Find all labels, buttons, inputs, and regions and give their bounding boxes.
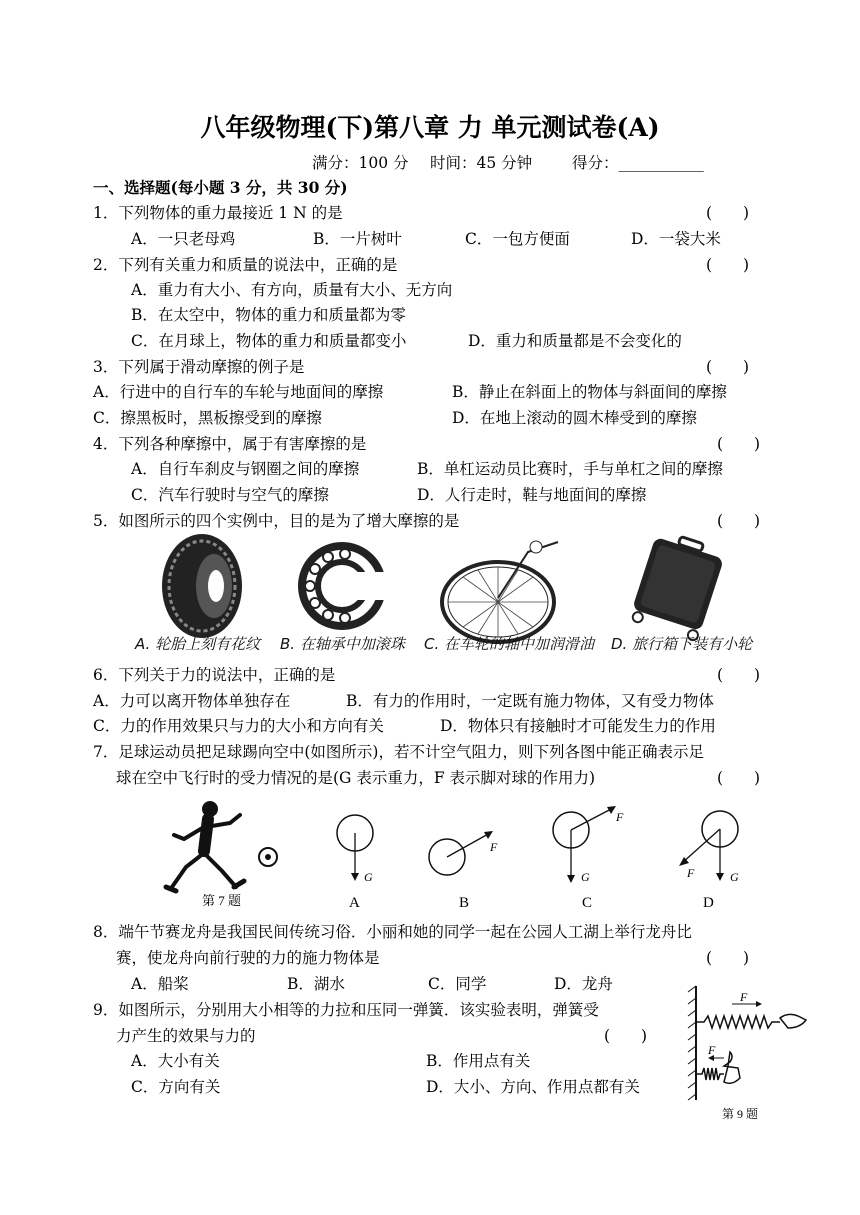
wall-image: [688, 986, 696, 1100]
q1-option-b: B．一片树叶: [313, 230, 402, 248]
q7-diagram-d: [679, 811, 739, 911]
q5-caption-c: C. 在车轮的轴中加润滑油: [424, 635, 595, 653]
q9-option-d: D．大小、方向、作用点都有关: [426, 1078, 640, 1096]
force-label-g: G: [730, 870, 739, 884]
q7-answer-paren: ( ): [717, 769, 761, 787]
bearing-image: [302, 546, 386, 626]
suitcase-image: [629, 530, 727, 642]
q7-option-d-label: D: [703, 895, 714, 911]
q9-option-a: A．大小有关: [131, 1052, 220, 1070]
q9-option-c: C．方向有关: [131, 1078, 221, 1096]
q6-option-c: C．力的作用效果只与力的大小和方向有关: [93, 717, 384, 735]
q4-option-a: A．自行车刹皮与钢圈之间的摩擦: [131, 460, 360, 478]
q6-option-b: B．有力的作用时，一定既有施力物体，又有受力物体: [346, 692, 714, 710]
bicycle-wheel-image: [442, 541, 558, 642]
q3-answer-paren: ( ): [706, 358, 750, 376]
force-label-f: F: [490, 840, 498, 854]
q7-figure-caption: 第 7 题: [202, 893, 242, 908]
force-label-f: F: [616, 810, 624, 824]
force-label-f: F: [708, 1043, 716, 1057]
q1-stem: 1．下列物体的重力最接近 1 N 的是: [93, 204, 343, 222]
force-label-g: G: [581, 870, 590, 884]
q4-stem: 4．下列各种摩擦中，属于有害摩擦的是: [93, 435, 367, 453]
q4-option-c: C．汽车行驶时与空气的摩擦: [131, 486, 329, 504]
q7-diagram-b: [429, 831, 498, 911]
q7-option-b-label: B: [459, 895, 470, 911]
q2-option-c: C．在月球上，物体的重力和质量都变小: [131, 332, 407, 350]
q6-answer-paren: ( ): [717, 666, 761, 684]
force-label-f: F: [687, 866, 695, 880]
q3-option-d: D．在地上滚动的圆木棒受到的摩擦: [452, 409, 697, 427]
q5-caption-b: B. 在轴承中加滚珠: [280, 635, 405, 653]
q4-option-b: B．单杠运动员比赛时，手与单杠之间的摩擦: [417, 460, 723, 478]
q9-spring-figure: [684, 982, 824, 1124]
q1-option-d: D．一袋大米: [631, 230, 721, 248]
q8-stem-line2: 赛，使龙舟向前行驶的力的施力物体是: [116, 949, 380, 967]
q8-option-b: B．湖水: [287, 975, 345, 993]
q5-stem: 5．如图所示的四个实例中，目的是为了增大摩擦的是: [93, 512, 460, 530]
q6-option-d: D．物体只有接触时才可能发生力的作用: [440, 717, 716, 735]
q9-stem-line2: 力产生的效果与力的: [116, 1027, 256, 1045]
q7-stem-line2: 球在空中飞行时的受力情况的是(G 表示重力，F 表示脚对球的作用力): [116, 769, 596, 787]
q7-option-a-label: A: [349, 895, 360, 911]
q3-option-c: C．擦黑板时，黑板擦受到的摩擦: [93, 409, 322, 427]
q9-answer-paren: ( ): [604, 1027, 648, 1045]
q8-option-a: A．船桨: [131, 975, 189, 993]
q5-caption-a: A. 轮胎上刻有花纹: [135, 635, 261, 653]
q1-answer-paren: ( ): [706, 204, 750, 222]
time-limit: 时间：45 分钟: [430, 154, 533, 172]
q9-option-b: B．作用点有关: [426, 1052, 531, 1070]
page-title: 八年级物理(下)第八章 力 单元测试卷(A): [200, 113, 660, 142]
compressed-spring-image: [696, 1043, 740, 1083]
full-score: 满分：100 分: [312, 154, 409, 172]
q2-option-b: B．在太空中，物体的重力和质量都为零: [131, 306, 406, 324]
q8-option-c: C．同学: [428, 975, 487, 993]
q2-option-d: D．重力和质量都是不会变化的: [468, 332, 682, 350]
force-label-f: F: [740, 990, 748, 1004]
q7-diagram-a: [337, 815, 373, 911]
q6-option-a: A．力可以离开物体单独存在: [93, 692, 291, 710]
q1-option-c: C．一包方便面: [465, 230, 570, 248]
q7-figures: [150, 795, 770, 913]
q5-answer-paren: ( ): [717, 512, 761, 530]
tire-image: [162, 534, 242, 638]
q4-option-d: D．人行走时，鞋与地面间的摩擦: [417, 486, 647, 504]
q2-answer-paren: ( ): [706, 256, 750, 274]
q7-option-c-label: C: [582, 895, 593, 911]
force-label-g: G: [364, 870, 373, 884]
q7-diagram-c: [553, 806, 624, 911]
q6-stem: 6．下列关于力的说法中，正确的是: [93, 666, 336, 684]
q3-stem: 3．下列属于滑动摩擦的例子是: [93, 358, 305, 376]
q8-answer-paren: ( ): [706, 949, 750, 967]
q2-stem: 2．下列有关重力和质量的说法中，正确的是: [93, 256, 398, 274]
football-icon: [259, 848, 277, 866]
score-field: 得分：___________: [572, 154, 704, 172]
q7-stem-line1: 7．足球运动员把足球踢向空中(如图所示)，若不计空气阻力，则下列各图中能正确表示足: [93, 743, 704, 761]
q8-stem-line1: 8．端午节赛龙舟是我国民间传统习俗．小丽和她的同学一起在公园人工湖上举行龙舟比: [93, 923, 692, 941]
section-heading: 一、选择题(每小题 3 分，共 30 分): [93, 178, 348, 197]
football-player-image: [166, 801, 244, 891]
q5-caption-d: D. 旅行箱下装有小轮: [611, 635, 753, 653]
q4-answer-paren: ( ): [717, 435, 761, 453]
q3-option-a: A．行进中的自行车的车轮与地面间的摩擦: [93, 383, 384, 401]
q2-option-a: A．重力有大小、有方向，质量有大小、无方向: [131, 281, 453, 299]
q8-option-d: D．龙舟: [554, 975, 613, 993]
q9-figure-caption: 第 9 题: [722, 1107, 759, 1121]
q1-option-a: A．一只老母鸡: [131, 230, 236, 248]
q9-stem-line1: 9．如图所示，分别用大小相等的力拉和压同一弹簧．该实验表明，弹簧受: [93, 1001, 599, 1019]
stretched-spring-image: [696, 990, 806, 1028]
q3-option-b: B．静止在斜面上的物体与斜面间的摩擦: [452, 383, 727, 401]
